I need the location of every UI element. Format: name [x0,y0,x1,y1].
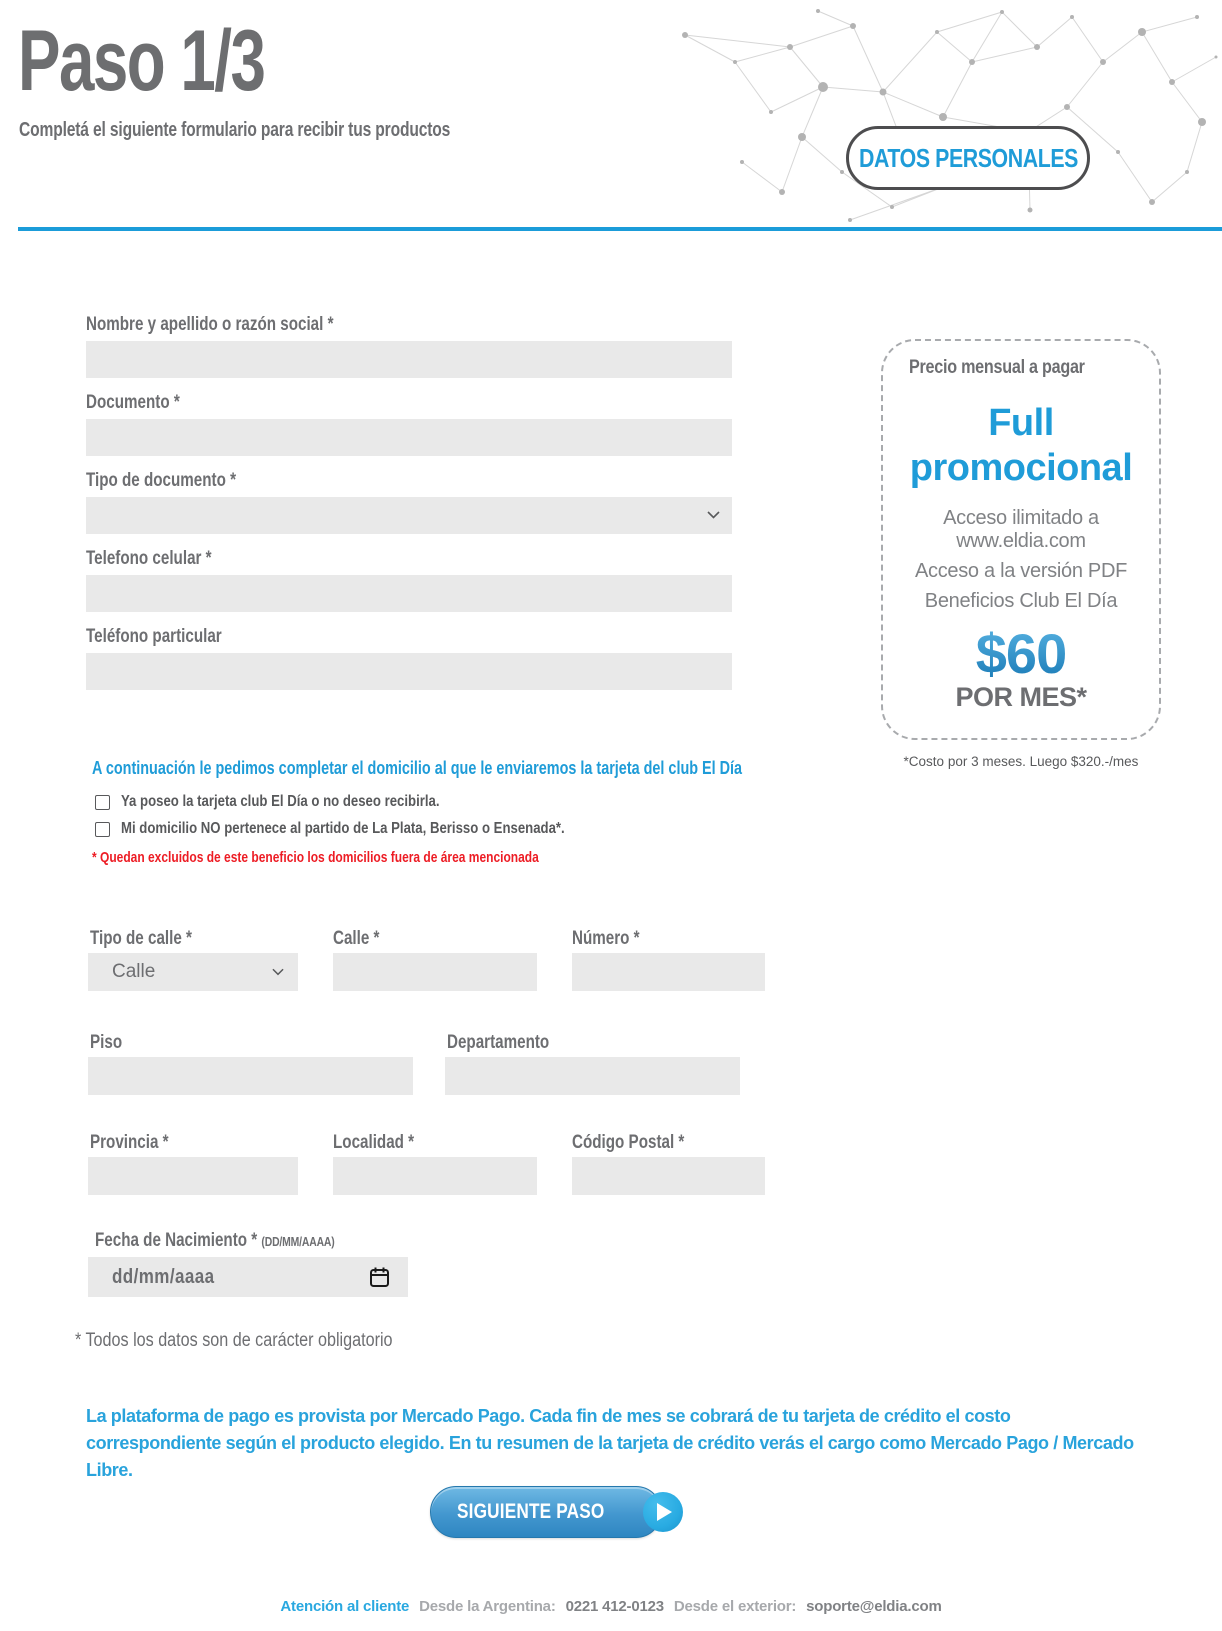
siguiente-paso-button[interactable] [430,1486,662,1538]
codigo-postal-input[interactable] [572,1157,765,1195]
domicilio-checkbox-label: Mi domicilio NO pertenece al partido de La Plata, Berisso o Ensenada*. [121,820,565,837]
support-label: Atención al cliente [280,1598,410,1615]
plan-price-period: POR MES* [955,681,1087,712]
field-label-piso: Piso [90,1032,123,1053]
checkbox-row-domicilio [95,820,643,838]
chevron-down-icon [707,511,720,519]
field-label-telefono-celular: Telefono celular * [86,548,212,569]
tipo-documento-select[interactable] [86,497,732,534]
play-icon [643,1492,683,1532]
plan-name: Full promocional [909,402,1133,489]
price-footnote: *Costo por 3 meses. Luego $320.-/mes [903,754,1139,769]
page-subtitle: Completá el siguiente formulario para recibir tus productos [19,119,451,141]
from-argentina-label: Desde la Argentina: [419,1598,556,1615]
page-title: Paso 1/3 [18,13,265,109]
chevron-down-icon [272,968,284,976]
numero-input[interactable] [572,953,765,991]
piso-input[interactable] [88,1057,413,1095]
support-email: soporte@eldia.com [806,1598,942,1615]
exclusion-warning: * Quedan excluidos de este beneficio los domicilios fuera de área mencionada [92,849,539,866]
plan-feature: Acceso a la versión PDF [914,559,1128,582]
plan-features [883,507,1159,613]
date-placeholder: dd/mm/aaaa [112,1265,215,1288]
calle-input[interactable] [333,953,537,991]
date-format-hint: (DD/MM/AAAA) [261,1234,335,1249]
field-label-departamento: Departamento [447,1032,550,1053]
field-label-nombre: Nombre y apellido o razón social * [86,314,334,335]
personal-data-form [86,314,732,704]
from-exterior-label: Desde el exterior: [673,1598,797,1615]
departamento-input[interactable] [445,1057,740,1095]
tarjeta-checkbox-label: Ya poseo la tarjeta club El Día o no deseo recibirla. [121,793,440,810]
tipo-calle-value: Calle [112,961,156,982]
payment-note: La plataforma de pago es provista por Mercado Pago. Cada fin de mes se cobrará de tu tarjeta de crédito el costo correspondiente según el producto elegido. En tu resumen de la tarjeta de crédito verás el cargo como Mercado Pago / Mercado Libre. [86,1406,1134,1480]
nombre-input[interactable] [86,341,732,378]
plan-price: $60 [883,621,1159,686]
field-label-numero: Número * [572,928,640,949]
provincia-input[interactable] [88,1157,298,1195]
plan-feature: Acceso ilimitado a www.eldia.com [943,506,1099,552]
field-label-telefono-particular: Teléfono particular [86,626,222,647]
checkbox-row-tarjeta [95,793,496,811]
network-constellation-decoration [640,0,1222,230]
field-label-fecha-nacimiento: Fecha de Nacimiento * (DD/MM/AAAA) [95,1230,335,1251]
footer-support [0,1598,1222,1615]
tarjeta-checkbox[interactable] [95,795,110,810]
documento-input[interactable] [86,419,732,456]
siguiente-paso-label: SIGUIENTE PASO [457,1500,605,1523]
field-label-tipo-calle: Tipo de calle * [90,928,192,949]
localidad-input[interactable] [333,1157,537,1195]
calendar-icon[interactable] [369,1266,390,1288]
section-badge-datos-personales [846,126,1090,190]
telefono-celular-input[interactable] [86,575,732,612]
tipo-calle-select[interactable] [88,953,298,991]
field-label-codigo-postal: Código Postal * [572,1132,685,1153]
field-label-tipo-documento: Tipo de documento * [86,470,237,491]
plan-feature: Beneficios Club El Día [924,589,1118,612]
field-label-calle: Calle * [333,928,380,949]
fecha-nacimiento-input[interactable] [88,1257,408,1297]
section-badge-label: DATOS PERSONALES [858,142,1078,173]
telefono-particular-input[interactable] [86,653,732,690]
domicilio-checkbox[interactable] [95,822,110,837]
price-panel [881,339,1161,740]
header-divider [18,227,1222,231]
field-label-localidad: Localidad * [333,1132,415,1153]
price-panel-heading: Precio mensual a pagar [909,357,1085,378]
field-label-provincia: Provincia * [90,1132,169,1153]
required-fields-note: * Todos los datos son de carácter obligatorio [75,1330,393,1351]
support-phone: 0221 412-0123 [565,1598,664,1615]
club-section-heading: A continuación le pedimos completar el domicilio al que le enviaremos la tarjeta del club El Día [92,758,743,778]
field-label-documento: Documento * [86,392,180,413]
